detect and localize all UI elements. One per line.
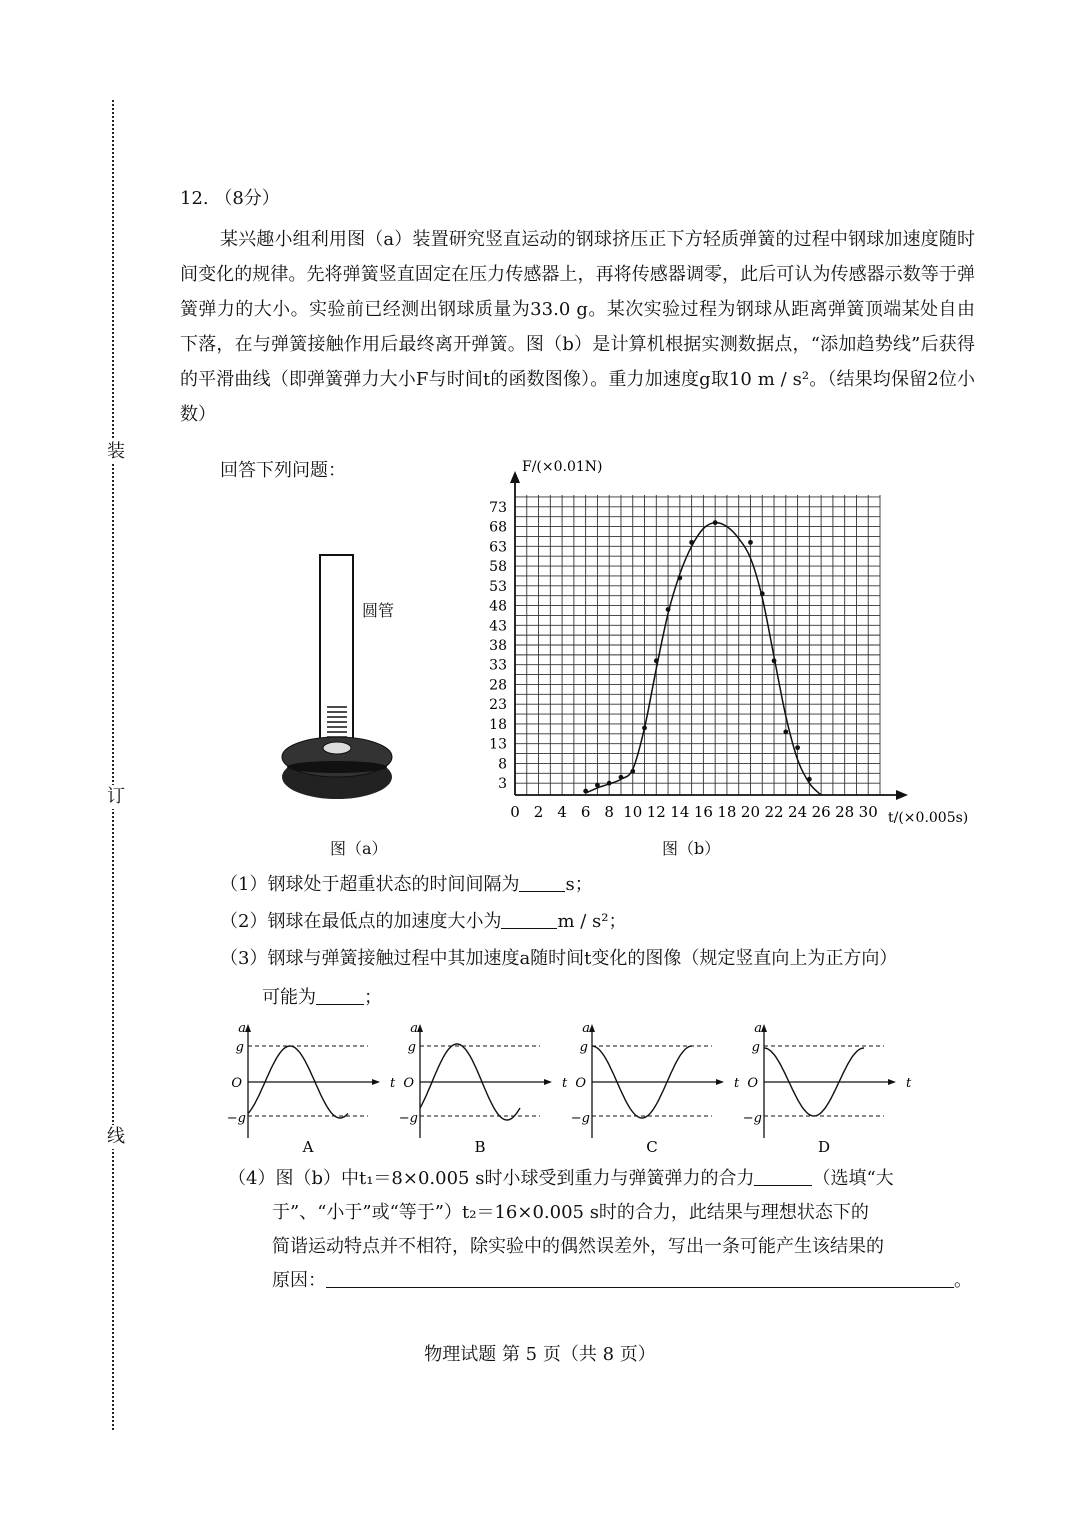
subq-1	[220, 868, 593, 902]
option-origin-label: O	[231, 1076, 242, 1091]
option-t-arrow	[372, 1079, 380, 1085]
subq-4-line4-label: 原因：	[272, 1270, 326, 1291]
chart-xlabel: t/(×0.005s)	[888, 810, 969, 826]
option-t-arrow	[716, 1079, 724, 1085]
figure-b-caption: 图（b）	[662, 839, 721, 858]
subq-4-line3: 简谐运动特点并不相符，除实验中的偶然误差外，写出一条可能产生该结果的	[272, 1236, 884, 1257]
data-point	[607, 781, 612, 786]
data-point	[795, 745, 800, 750]
option-graph-c	[571, 1021, 740, 1156]
subq-4-reason-blank[interactable]	[326, 1269, 954, 1288]
option-t-label: t	[390, 1076, 396, 1091]
option-a-label: a	[582, 1021, 590, 1036]
y-tick-label: 18	[489, 716, 507, 733]
subq-2-text: （2）钢球在最低点的加速度大小为	[220, 911, 502, 932]
tube-label: 圆管	[362, 601, 395, 620]
subq-3-end: ；	[364, 987, 382, 1008]
figure-a-caption: 图（a）	[330, 839, 388, 858]
option-a-label: a	[238, 1021, 246, 1036]
binding-line	[112, 100, 122, 1430]
data-point	[772, 658, 777, 663]
x-tick-label: 0	[510, 803, 520, 821]
data-point	[748, 540, 753, 545]
subq-4	[228, 1162, 894, 1196]
x-tick-label: 8	[604, 803, 614, 821]
x-tick-label: 28	[835, 803, 855, 821]
figure-b-chart	[470, 455, 980, 830]
binding-char-xian: 线	[104, 1125, 128, 1149]
data-point	[783, 729, 788, 734]
option-label-b: B	[474, 1138, 486, 1156]
x-tick-label: 4	[557, 803, 567, 821]
y-tick-label: 68	[489, 519, 507, 536]
subq-1-unit: s；	[565, 874, 593, 895]
y-tick-label: 63	[489, 539, 507, 556]
x-tick-label: 6	[580, 803, 591, 821]
y-tick-label: 53	[489, 578, 507, 595]
x-tick-label: 2	[533, 803, 544, 821]
answer-label: 回答下列问题：	[220, 460, 346, 481]
option-graph-b	[399, 1021, 568, 1156]
x-tick-label: 10	[623, 803, 643, 821]
x-tick-label: 24	[788, 803, 808, 821]
option-origin-label: O	[403, 1076, 414, 1091]
subq-2	[220, 905, 626, 939]
option-t-arrow	[888, 1079, 896, 1085]
subq-2-unit: m / s²；	[557, 911, 627, 932]
binding-char-zhuang: 装	[104, 440, 128, 464]
option-g-label: g	[579, 1040, 588, 1055]
option-label-a: A	[302, 1138, 314, 1156]
option-t-label: t	[734, 1076, 740, 1091]
data-point	[666, 607, 671, 612]
option-t-label: t	[906, 1076, 912, 1091]
y-tick-label: 48	[489, 598, 507, 615]
subq-1-text: （1）钢球处于超重状态的时间间隔为	[220, 874, 520, 895]
y-tick-label: 23	[489, 697, 507, 714]
option-label-c: C	[646, 1138, 658, 1156]
data-point	[642, 725, 647, 730]
option-neg-g-label: −g	[742, 1111, 762, 1126]
data-point	[583, 789, 588, 794]
option-t-arrow	[544, 1079, 552, 1085]
x-tick-label: 14	[670, 803, 690, 821]
data-point	[689, 540, 694, 545]
data-point	[807, 777, 812, 782]
x-tick-label: 26	[811, 803, 831, 821]
subq-4-line2: 于”、“小于”或“等于”）t₂＝16×0.005 s时的合力，此结果与理想状态下的	[272, 1202, 869, 1223]
y-tick-label: 43	[489, 618, 507, 635]
option-origin-label: O	[747, 1076, 758, 1091]
option-graph-a	[227, 1021, 396, 1156]
y-tick-label: 3	[498, 776, 507, 793]
y-tick-label: 58	[489, 559, 507, 576]
question-header: 12. （8分）	[180, 188, 280, 209]
subq-3-line2	[262, 981, 382, 1015]
data-point	[630, 769, 635, 774]
option-neg-g-label: −g	[226, 1111, 246, 1126]
option-graphs	[220, 1020, 940, 1160]
subq-1-blank[interactable]	[519, 873, 565, 892]
subq-4-text: （4）图（b）中t₁＝8×0.005 s时小球受到重力与弹簧弹力的合力	[228, 1168, 755, 1189]
data-point	[654, 658, 659, 663]
option-g-label: g	[235, 1040, 244, 1055]
subq-3	[220, 942, 897, 976]
y-tick-label: 33	[489, 657, 507, 674]
subq-2-blank[interactable]	[501, 910, 557, 929]
chart-ylabel: F/(×0.01N)	[522, 459, 603, 475]
subq-4-end: 。	[954, 1270, 972, 1291]
option-origin-label: O	[575, 1076, 586, 1091]
subq-4-line4	[272, 1264, 972, 1298]
y-tick-label: 8	[498, 756, 507, 773]
subq-4-blank[interactable]	[754, 1167, 812, 1186]
option-a-label: a	[754, 1021, 762, 1036]
x-tick-label: 30	[858, 803, 878, 821]
data-point	[595, 783, 600, 788]
y-axis-arrow	[510, 471, 520, 483]
x-tick-label: 22	[764, 803, 784, 821]
subq-4-text-after: （选填“大	[812, 1168, 894, 1189]
subq-3-text2: 可能为	[262, 987, 316, 1008]
subq-3-blank[interactable]	[316, 986, 364, 1005]
option-label-d: D	[817, 1138, 831, 1156]
option-neg-g-label: −g	[570, 1111, 590, 1126]
figure-a-apparatus	[275, 545, 425, 805]
question-paragraph: 某兴趣小组利用图（a）装置研究竖直运动的钢球挤压正下方轻质弹簧的过程中钢球加速度随时间变化的规律。先将弹簧竖直固定在压力传感器上，再将传感器调零，此后可认为传感器示数等于弹簧弹力的大小。实验前已经测出钢球质量为33.0 g。某次实验过程为钢球从距离弹簧顶端某处自由下落，在与弹簧接触作用后最终离开弹簧。图（b）是计算机根据实测数据点，“添加趋势线”后获得的平滑曲线（即弹簧弹力大小F与时间t的函数图像）。重力加速度g取10 m / s²。（结果均保留2位小数）	[180, 229, 975, 425]
option-neg-g-label: −g	[398, 1111, 418, 1126]
x-tick-label: 16	[693, 803, 713, 821]
option-g-label: g	[407, 1040, 416, 1055]
x-tick-label: 12	[646, 803, 666, 821]
data-point	[760, 591, 765, 596]
page-footer: 物理试题 第 5 页（共 8 页）	[424, 1344, 656, 1365]
data-point	[677, 575, 682, 580]
subq-3-text: （3）钢球与弹簧接触过程中其加速度a随时间t变化的图像（规定竖直向上为正方向）	[220, 948, 898, 969]
y-tick-label: 73	[489, 499, 507, 516]
data-point	[713, 520, 718, 525]
option-t-label: t	[562, 1076, 568, 1091]
y-tick-label: 38	[489, 638, 507, 654]
data-point	[619, 775, 624, 780]
y-tick-label: 28	[489, 677, 507, 694]
x-axis-arrow	[896, 790, 908, 800]
x-tick-label: 18	[717, 803, 737, 821]
option-a-label: a	[410, 1021, 418, 1036]
x-tick-label: 20	[740, 803, 761, 821]
option-g-label: g	[751, 1040, 760, 1055]
binding-char-ding: 订	[104, 785, 128, 809]
y-tick-label: 13	[489, 736, 507, 753]
option-graph-d	[743, 1021, 912, 1156]
